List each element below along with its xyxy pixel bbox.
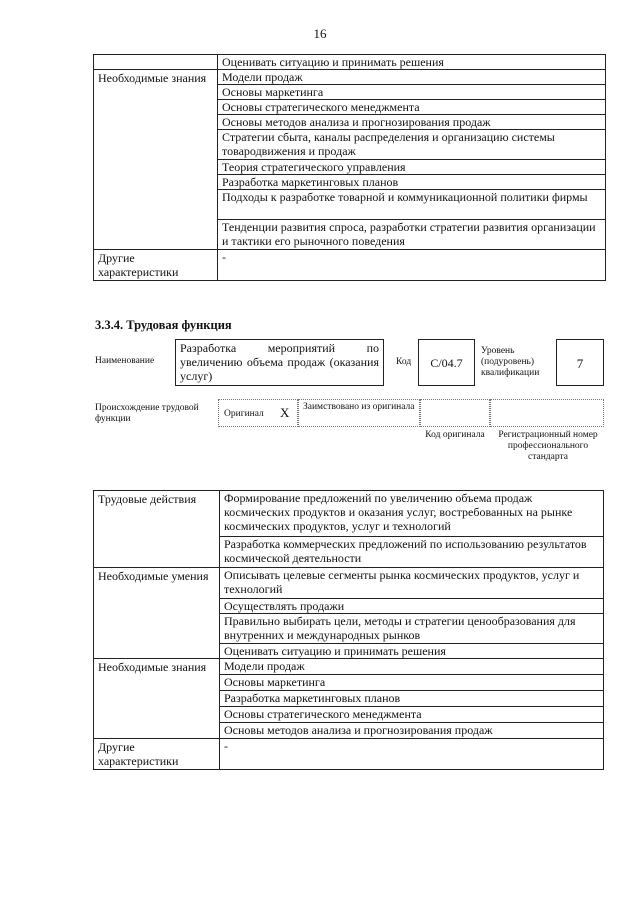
- other-characteristics-label: Другие характеристики: [94, 739, 220, 770]
- empty-cell: [94, 55, 218, 70]
- knowledge-item: Тенденции развития спроса, разработки стратегии развития организации и тактики его рыночного поведения: [218, 220, 606, 250]
- reg-number-label: Регистрационный номер профессионального стандарта: [498, 430, 598, 462]
- name-label: Наименование: [95, 356, 155, 366]
- knowledge-item: Основы методов анализа и прогнозирования продаж: [218, 115, 606, 130]
- code-box: [418, 339, 475, 386]
- skill-item: Оценивать ситуацию и принимать решения: [220, 644, 604, 659]
- knowledge-item: Подходы к разработке товарной и коммуникационной политики фирмы: [218, 190, 606, 220]
- code-original-cell: [420, 399, 490, 427]
- skill-item: Правильно выбирать цели, методы и стратегии ценообразования для внутренних и международных рынков: [220, 614, 604, 644]
- knowledge-item: Стратегии сбыта, каналы распределения и организацию системы товародвижения и продаж: [218, 130, 606, 160]
- knowledge-item: Основы методов анализа и прогнозирования продаж: [220, 723, 604, 739]
- bottom-requirements-table: [93, 490, 604, 770]
- origin-label: Происхождение трудовой функции: [95, 403, 199, 424]
- level-label: Уровень (подуровень) квалификации: [481, 346, 540, 378]
- knowledge-item: Основы стратегического менеджмента: [218, 100, 606, 115]
- reg-number-cell: [490, 399, 604, 427]
- level-box: [556, 339, 604, 386]
- function-name-box: [175, 339, 384, 386]
- section-title: 3.3.4. Трудовая функция: [95, 318, 232, 332]
- page-number: 16: [313, 26, 327, 41]
- code-original-label: Код оригинала: [425, 430, 485, 440]
- knowledge-item: Основы маркетинга: [218, 85, 606, 100]
- knowledge-item: Теория стратегического управления: [218, 160, 606, 175]
- knowledge-label: Необходимые знания: [94, 70, 218, 250]
- action-item: Формирование предложений по увеличению объема продаж космических продуктов и оказания услуг, востребованных на рынке космических продуктов, услуг и технологий: [220, 491, 604, 537]
- action-item: Разработка коммерческих предложений по использованию результатов космической деятельности: [220, 537, 604, 568]
- borrowed-label: Заимствовано из оригинала: [303, 402, 415, 412]
- code-value: С/04.7: [430, 356, 463, 370]
- function-name: Разработка мероприятий по увеличению объема продаж (оказания услуг): [180, 341, 379, 383]
- knowledge-item: Модели продаж: [218, 70, 606, 85]
- knowledge-item: Основы стратегического менеджмента: [220, 707, 604, 723]
- knowledge-item: Основы маркетинга: [220, 675, 604, 691]
- other-characteristics-value: -: [218, 250, 606, 281]
- level-value: 7: [576, 356, 584, 371]
- code-label: Код: [396, 357, 412, 367]
- other-characteristics-value: -: [220, 739, 604, 770]
- top-requirements-table: [93, 54, 606, 281]
- skill-item: Осуществлять продажи: [220, 599, 604, 614]
- original-label: Оригинал: [224, 409, 264, 419]
- knowledge-item: Модели продаж: [220, 659, 604, 675]
- table-cell: Оценивать ситуацию и принимать решения: [218, 55, 606, 70]
- actions-label: Трудовые действия: [94, 491, 220, 568]
- skills-label: Необходимые умения: [94, 568, 220, 659]
- knowledge-item: Разработка маркетинговых планов: [218, 175, 606, 190]
- original-mark: Х: [280, 405, 290, 420]
- knowledge-item: Разработка маркетинговых планов: [220, 691, 604, 707]
- other-characteristics-label: Другие характеристики: [94, 250, 218, 281]
- skill-item: Описывать целевые сегменты рынка космических продуктов, услуг и технологий: [220, 568, 604, 599]
- knowledge-label: Необходимые знания: [94, 659, 220, 739]
